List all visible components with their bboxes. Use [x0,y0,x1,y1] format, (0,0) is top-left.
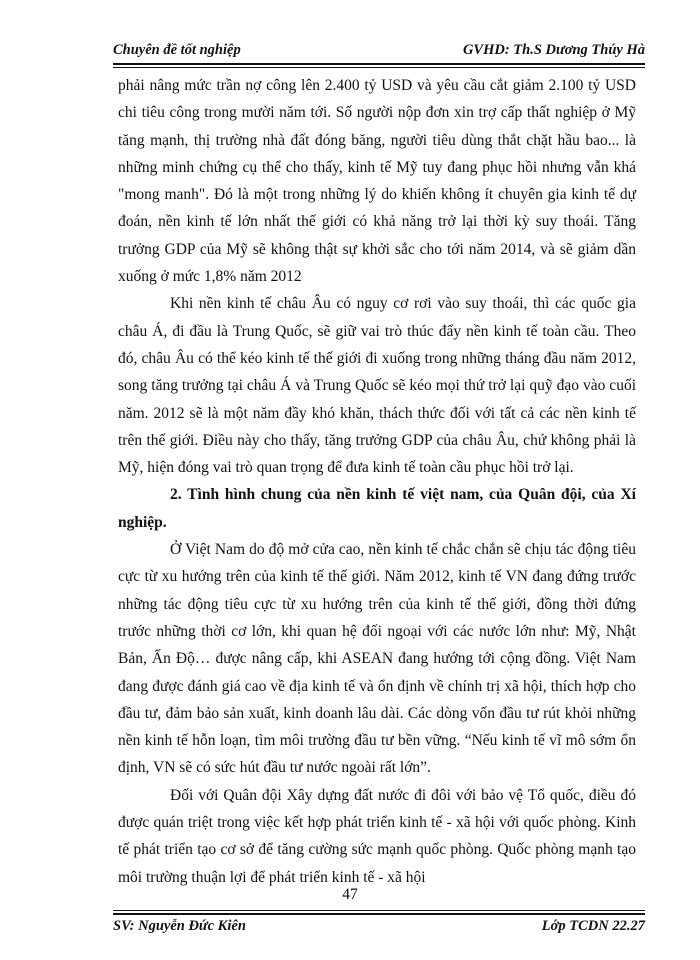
footer-rule-thin [113,910,645,911]
header-title: Chuyên đề tốt nghiệp [113,42,241,58]
footer-rule-thick [113,913,645,915]
page-footer [113,918,645,938]
paragraph-europe-asia: Khi nền kinh tế châu Âu có nguy cơ rơi vào suy thoái, thì các quốc gia châu Á, đi đầu là Trung Quốc, sẽ giữ vai trò thúc đẩy nền kinh tế toàn cầu. Theo đó, châu Âu có thể kéo kinh tế thế giới đi xuống trong những tháng đầu năm 2012, song tăng trưởng tại châu Á và Trung Quốc sẽ kéo mọi thứ trở lại quỹ đạo vào cuối năm. 2012 sẽ là một năm đầy khó khăn, thách thức đối với tất cả các nền kinh tế trên thế giới. Điều này cho thấy, tăng trưởng GDP của châu Âu, chứ không phải là Mỹ, hiện đóng vai trò quan trọng để đưa kinh tế toàn cầu phục hồi trở lại. [118,295,636,477]
header-rule-thick [113,63,645,65]
page-body [118,72,636,891]
paragraph-us-economy: phải nâng mức trần nợ công lên 2.400 tỷ USD và yêu cầu cắt giảm 2.100 tỷ USD chi tiêu công trong mười năm tới. Số người nộp đơn xin trợ cấp thất nghiệp ở Mỹ tăng mạnh, thị trường nhà đất đóng băng, người tiêu dùng thắt chặt hầu bao... là những minh chứng cụ thể cho thấy, kinh tế Mỹ tuy đang phục hồi nhưng vẫn khá "mong manh". Đó là một trong những lý do khiến không ít chuyên gia kinh tế dự đoán, nền kinh tế lớn nhất thế giới có khả năng trở lại thời kỳ suy thoái. Tăng trưởng GDP của Mỹ sẽ không thật sự khởi sắc cho tới năm 2014, và sẽ giảm dần xuống ở mức 1,8% năm 2012 [118,77,636,286]
header-supervisor: GVHD: Th.S Dương Thúy Hà [462,42,645,58]
page-number: 47 [342,886,358,903]
paragraph-military: Đối với Quân đội Xây dựng đất nước đi đôi với bảo vệ Tổ quốc, điều đó được quán triệt trong việc kết hợp phát triển kinh tế - xã hội với quốc phòng. Kinh tế phát triển tạo cơ sở để tăng cường sức mạnh quốc phòng. Quốc phòng mạnh tạo môi trường thuận lợi để phát triển kinh tế - xã hội [118,786,636,886]
section-heading: 2. Tình hình chung của nền kinh tế việt nam, của Quân đội, của Xí nghiệp. [118,486,636,531]
header-rule-thin [113,67,645,68]
footer-class: Lớp TCDN 22.27 [541,918,645,934]
paragraph-vietnam-economy: Ở Việt Nam do độ mở cửa cao, nền kinh tế chắc chắn sẽ chịu tác động tiêu cực từ xu hướng trên của kinh tế thế giới. Năm 2012, kinh tế VN đang đứng trước những tác động tiêu cực từ xu hướng trên của kinh tế thế giới, đồng thời đứng trước những thời cơ lớn, khi quan hệ đối ngoại với các nước lớn như: Mỹ, Nhật Bản, Ấn Độ… được nâng cấp, khi ASEAN đang hướng tới cộng đồng. Việt Nam đang được đánh giá cao về địa kinh tế và ổn định về chính trị xã hội, thích hợp cho đầu tư, đảm bảo sản xuất, kinh doanh lâu dài. Các dòng vốn đầu tư rút khỏi những nền kinh tế hỗn loạn, tìm môi trường đầu tư bền vững. “Nếu kinh tế vĩ mô sớm ổn định, VN sẽ có sức hút đầu tư nước ngoài rất lớn”. [118,541,636,777]
footer-student: SV: Nguyễn Đức Kiên [113,918,246,934]
page-header [113,42,645,62]
